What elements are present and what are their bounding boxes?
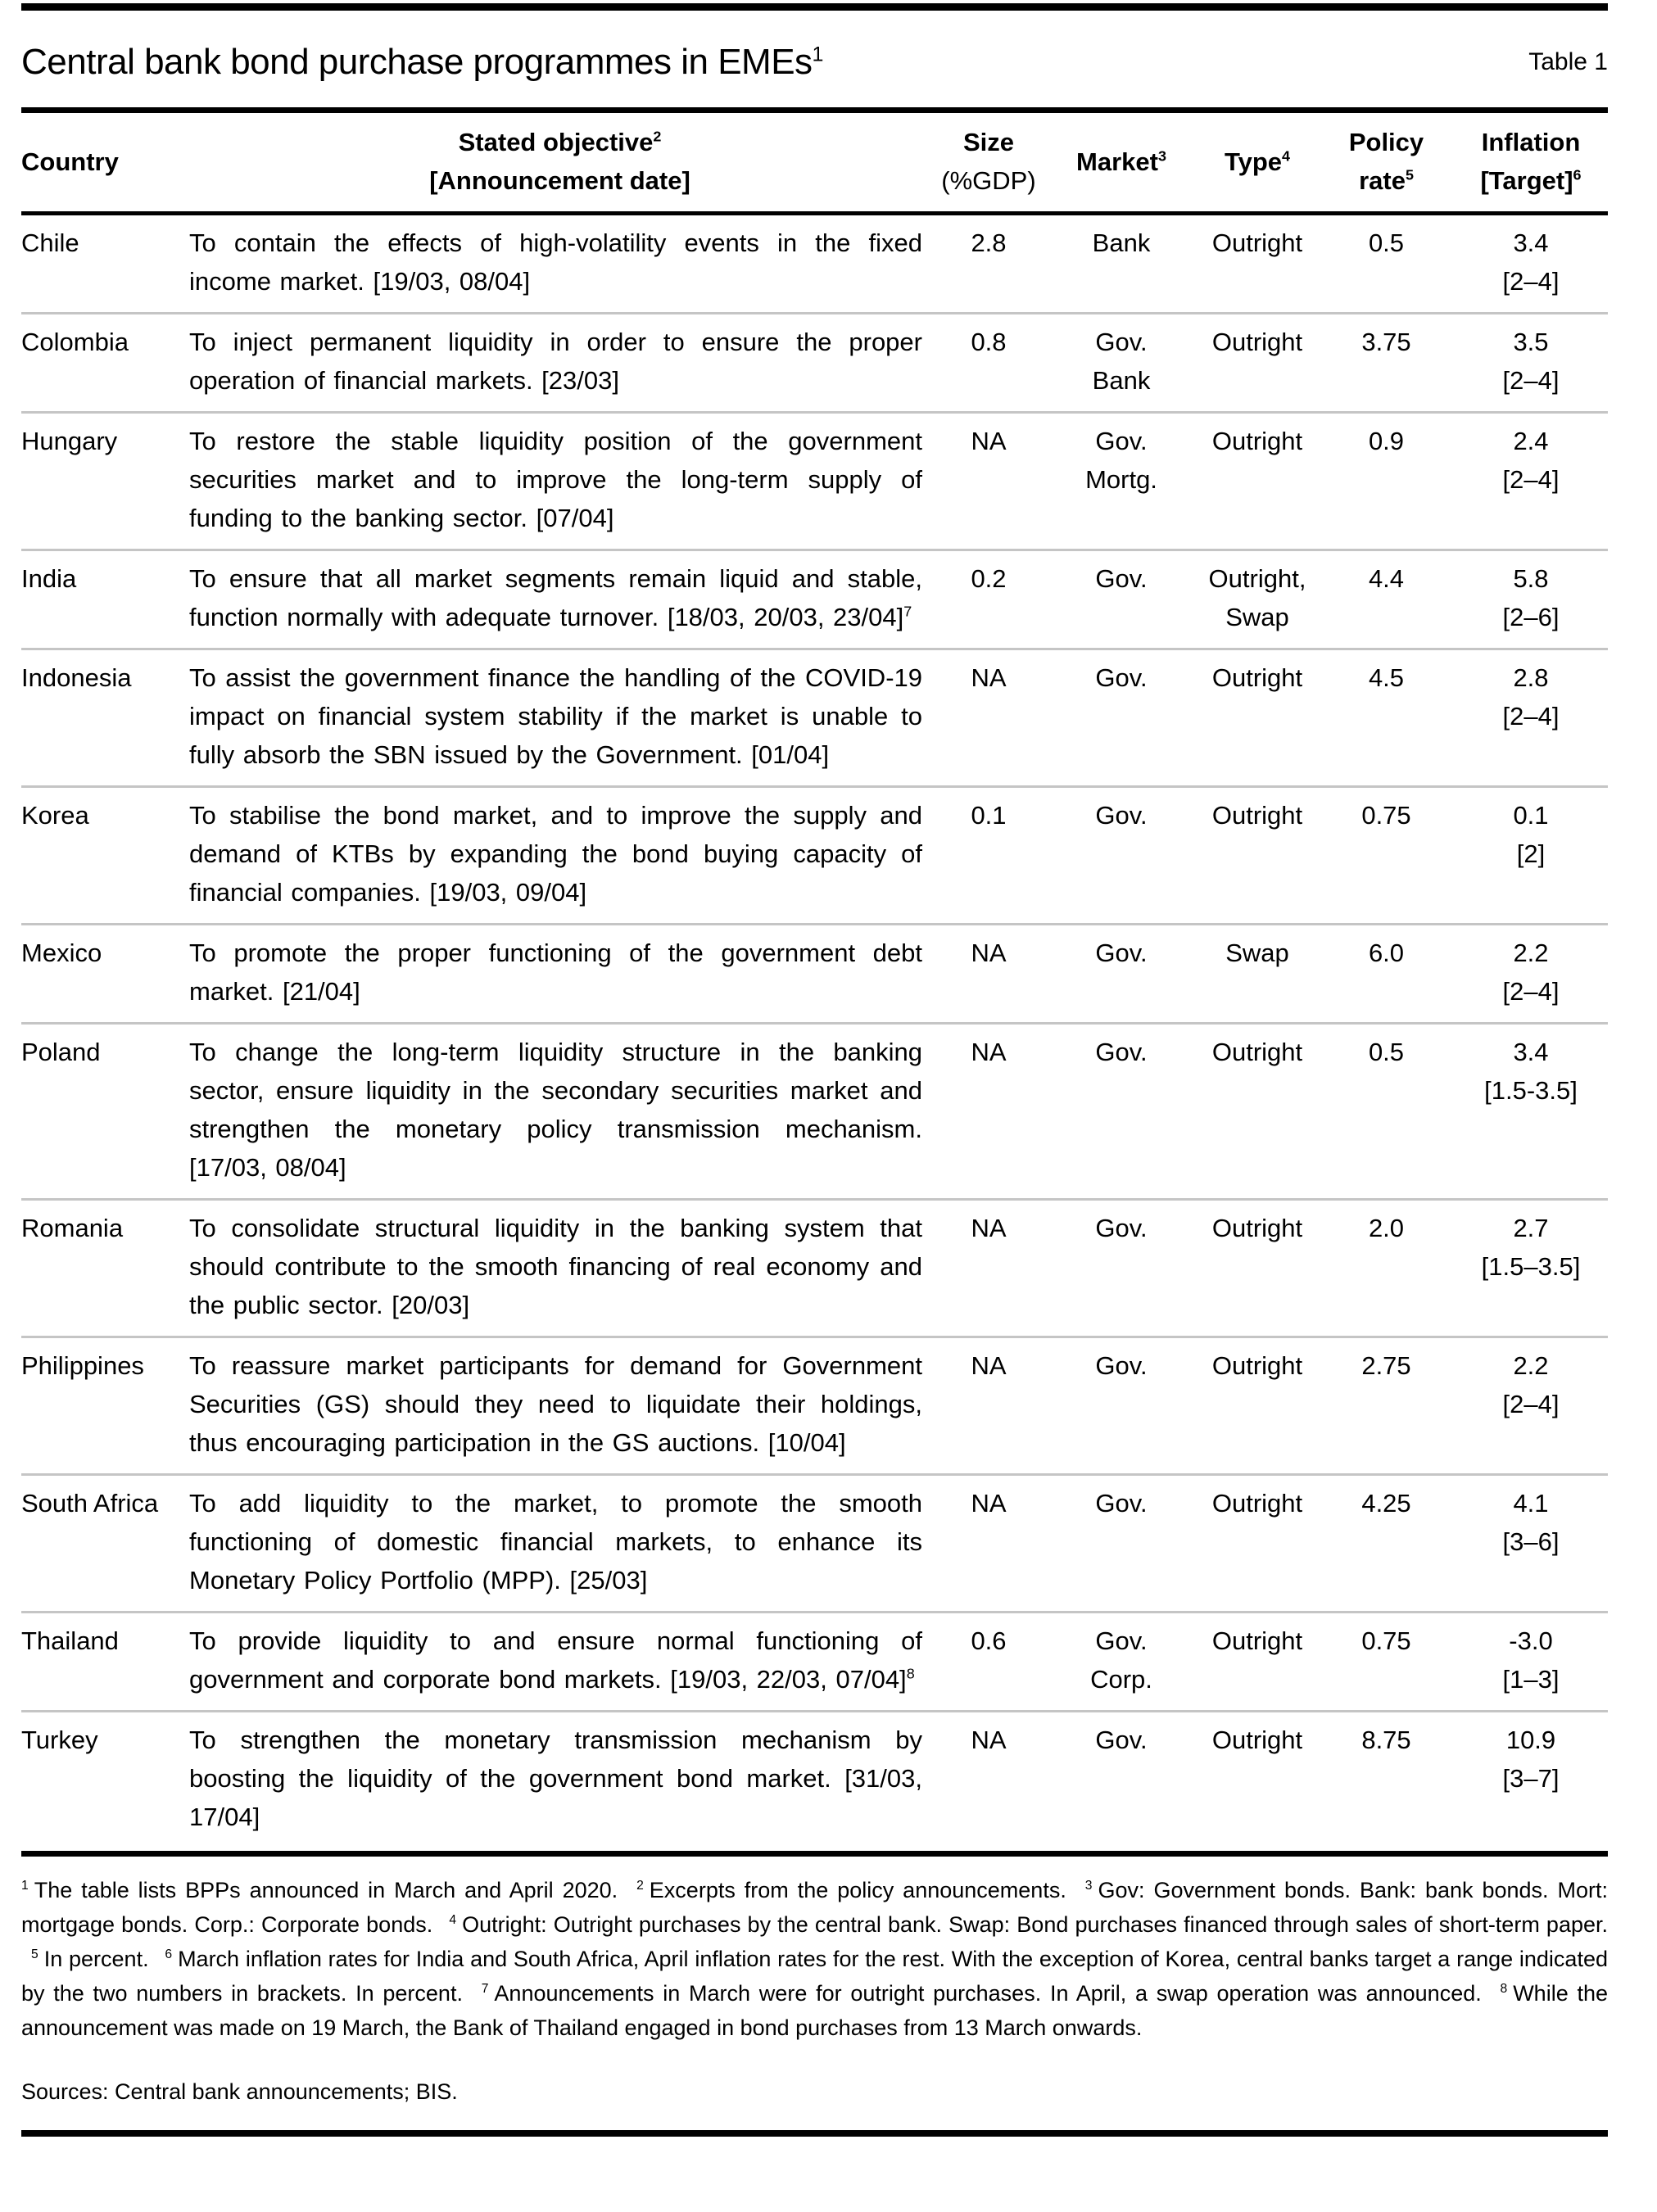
- inflation-cell: 0.1 [2]: [1454, 787, 1608, 925]
- footnote-number: 5: [31, 1947, 38, 1961]
- country-cell: Poland: [21, 1024, 189, 1200]
- country-cell: India: [21, 550, 189, 649]
- objective-cell: To ensure that all market segments remain liquid and stable, function normally with adequate turnover. [18/03, 20/03, 23/04]$^7$: [189, 550, 930, 649]
- objective-cell: To promote the proper functioning of the government debt market. [21/04]: [189, 925, 930, 1024]
- table-row: [21, 1337, 1608, 1475]
- column-header-objective: Stated objective$^2$ [Announcement date]: [189, 113, 930, 214]
- type-cell: Outright: [1196, 1613, 1319, 1712]
- bond-purchase-table: [21, 113, 1608, 1851]
- title-footnote-marker: 1: [812, 43, 823, 66]
- footnote-segment: $^2$ Excerpts from the policy announcements.: [636, 1878, 1075, 1902]
- market-cell: Gov. Mortg.: [1047, 413, 1196, 550]
- size-cell: 0.1: [930, 787, 1047, 925]
- type-cell: Outright: [1196, 413, 1319, 550]
- size-cell: 0.8: [930, 314, 1047, 413]
- column-header-policy-rate: Policy rate$^5$: [1319, 113, 1454, 214]
- table-row: [21, 1475, 1608, 1613]
- page-title: Central bank bond purchase programmes in EMEs$^1$: [21, 42, 823, 82]
- footnote-segment: $^7$ Announcements in March were for outright purchases. In April, a swap operation was announced.: [481, 1981, 1491, 2006]
- inflation-cell: 2.4 [2–4]: [1454, 413, 1608, 550]
- country-cell: Korea: [21, 787, 189, 925]
- market-footnote-marker: 3: [1157, 147, 1166, 165]
- market-cell: Gov. Bank: [1047, 314, 1196, 413]
- type-cell: Outright: [1196, 1200, 1319, 1337]
- footnote-segment: $^6$ March inflation rates for India and South Africa, April inflation rates for the rest. With the exception of Korea, central banks target a range indicated by the two numbers in brackets. In percent.: [21, 1947, 1608, 2006]
- inflation-footnote-marker: 6: [1573, 166, 1582, 183]
- table-row: [21, 1024, 1608, 1200]
- table-row: [21, 214, 1608, 314]
- objective-cell: To consolidate structural liquidity in the banking system that should contribute to the smooth financing of real economy and the public sector. [20/03]: [189, 1200, 930, 1337]
- inflation-cell: 2.8 [2–4]: [1454, 649, 1608, 787]
- footnote-number: 8: [1500, 1982, 1508, 1996]
- objective-cell: To contain the effects of high-volatility events in the fixed income market. [19/03, 08/04]: [189, 228, 922, 296]
- header-row: [21, 113, 1608, 214]
- size-cell: NA: [930, 649, 1047, 787]
- market-cell: Gov.: [1047, 1337, 1196, 1475]
- type-cell: Outright, Swap: [1196, 550, 1319, 649]
- inflation-cell: 3.5 [2–4]: [1454, 314, 1608, 413]
- market-cell: Gov. Corp.: [1047, 1613, 1196, 1712]
- policy-rate-cell: 4.4: [1319, 550, 1454, 649]
- market-cell: Gov.: [1047, 1475, 1196, 1613]
- type-cell: Outright: [1196, 787, 1319, 925]
- column-header-market: Market$^3$: [1047, 113, 1196, 214]
- objective-cell: To strengthen the monetary transmission mechanism by boosting the liquidity of the government bond market. [31/03, 17/04]: [189, 1712, 930, 1852]
- objective-footnote-marker: 8: [906, 1665, 915, 1682]
- column-header-country: Country: [21, 113, 189, 214]
- objective-footnote-marker: 7: [903, 603, 912, 620]
- size-cell: NA: [930, 1200, 1047, 1337]
- country-cell: Philippines: [21, 1337, 189, 1475]
- policy-rate-cell: 0.5: [1368, 228, 1405, 257]
- inflation-cell: 3.4 [1.5-3.5]: [1454, 1024, 1608, 1200]
- objective-cell: To stabilise the bond market, and to improve the supply and demand of KTBs by expanding the bond buying capacity of financial companies. [19/03, 09/04]: [189, 787, 930, 925]
- size-cell: NA: [930, 1475, 1047, 1613]
- footnote-number: 3: [1084, 1879, 1093, 1893]
- country-cell: Turkey: [21, 1712, 189, 1852]
- market-cell: Gov.: [1047, 1024, 1196, 1200]
- table-row: [21, 649, 1608, 787]
- market-cell: Gov.: [1047, 550, 1196, 649]
- type-cell: Outright: [1196, 1475, 1319, 1613]
- table-row: [21, 787, 1608, 925]
- objective-cell: To add liquidity to the market, to promote the smooth functioning of domestic financial markets, to enhance its Monetary Policy Portfolio (MPP). [25/03]: [189, 1475, 930, 1613]
- inflation-cell: 3.4 [2–4]: [1502, 228, 1560, 296]
- market-cell: Gov.: [1047, 925, 1196, 1024]
- column-header-size: Size (%GDP): [930, 113, 1047, 214]
- country-cell: Chile: [21, 228, 79, 257]
- type-cell: Outright: [1196, 1024, 1319, 1200]
- objective-cell: To assist the government finance the handling of the COVID-19 impact on financial system stability if the market is unable to fully absorb the SBN issued by the Government. [01/04]: [189, 649, 930, 787]
- inflation-cell: 2.2 [2–4]: [1454, 925, 1608, 1024]
- inflation-cell: 2.7 [1.5–3.5]: [1454, 1200, 1608, 1337]
- table-row: [21, 413, 1608, 550]
- title-row: [21, 42, 1608, 83]
- table-bottom-rule: [21, 1851, 1608, 1857]
- type-footnote-marker: 4: [1282, 147, 1291, 165]
- size-cell: 0.6: [930, 1613, 1047, 1712]
- inflation-cell: 2.2 [2–4]: [1454, 1337, 1608, 1475]
- market-cell: Gov.: [1047, 1200, 1196, 1337]
- table-row: [21, 550, 1608, 649]
- table-row: [21, 1200, 1608, 1337]
- type-cell: Outright: [1196, 1712, 1319, 1852]
- policy-rate-cell: 2.0: [1319, 1200, 1454, 1337]
- country-cell: Mexico: [21, 925, 189, 1024]
- policy-rate-cell: 0.75: [1319, 1613, 1454, 1712]
- footnote-number: 7: [481, 1982, 489, 1996]
- policy-rate-cell: 8.75: [1319, 1712, 1454, 1852]
- footnote-segment: $^3$ Gov: Government bonds. Bank: bank bonds. Mort: mortgage bonds. Corp.: Corporate bonds.: [21, 1878, 1608, 1937]
- column-header-type: Type$^4$: [1196, 113, 1319, 214]
- footnote-segment: $^5$ In percent.: [31, 1947, 156, 1971]
- market-cell: Bank: [1092, 228, 1151, 257]
- objective-cell: To change the long-term liquidity structure in the banking sector, ensure liquidity in the secondary securities market and strengthen the monetary policy transmission mechanism. [17/03, 08/04]: [189, 1024, 930, 1200]
- policy-rate-cell: 0.5: [1319, 1024, 1454, 1200]
- header-top-rule: [21, 107, 1608, 113]
- size-cell: 2.8: [971, 228, 1007, 257]
- size-cell: 0.2: [930, 550, 1047, 649]
- market-cell: Gov.: [1047, 649, 1196, 787]
- policy-rate-cell: 2.75: [1319, 1337, 1454, 1475]
- policy-footnote-marker: 5: [1405, 166, 1414, 183]
- country-cell: Thailand: [21, 1613, 189, 1712]
- objective-footnote-marker: 2: [653, 128, 662, 145]
- top-rule: [21, 3, 1608, 11]
- footnote-segment: $^4$ Outright: Outright purchases by the central bank. Swap: Bond purchases financed through sales of short-term paper.: [449, 1912, 1608, 1937]
- market-cell: Gov.: [1047, 1712, 1196, 1852]
- policy-rate-cell: 4.5: [1319, 649, 1454, 787]
- country-cell: Colombia: [21, 314, 189, 413]
- table-row: [21, 314, 1608, 413]
- objective-cell: To inject permanent liquidity in order to ensure the proper operation of financial markets. [23/03]: [189, 314, 930, 413]
- type-cell: Outright: [1211, 228, 1303, 257]
- policy-rate-cell: 0.75: [1319, 787, 1454, 925]
- country-cell: Romania: [21, 1200, 189, 1337]
- type-cell: Outright: [1196, 1337, 1319, 1475]
- table-row: [21, 1613, 1608, 1712]
- footnotes: [21, 1873, 1608, 2045]
- table-row: [21, 1712, 1608, 1852]
- market-cell: Gov.: [1047, 787, 1196, 925]
- policy-rate-cell: 4.25: [1319, 1475, 1454, 1613]
- size-cell: NA: [930, 1337, 1047, 1475]
- objective-cell: To provide liquidity to and ensure normal functioning of government and corporate bond markets. [19/03, 22/03, 07/04]$^8$: [189, 1613, 930, 1712]
- inflation-cell: 10.9 [3–7]: [1454, 1712, 1608, 1852]
- country-cell: South Africa: [21, 1475, 189, 1613]
- inflation-cell: -3.0 [1–3]: [1454, 1613, 1608, 1712]
- objective-cell: To reassure market participants for demand for Government Securities (GS) should they need to liquidate their holdings, thus encouraging participation in the GS auctions. [10/04]: [189, 1337, 930, 1475]
- country-cell: Indonesia: [21, 649, 189, 787]
- footnote-number: 6: [165, 1947, 173, 1961]
- size-cell: NA: [930, 925, 1047, 1024]
- type-cell: Outright: [1196, 314, 1319, 413]
- type-cell: Swap: [1196, 925, 1319, 1024]
- table-number-label: Table 1: [1528, 48, 1608, 75]
- country-cell: Hungary: [21, 413, 189, 550]
- type-cell: Outright: [1196, 649, 1319, 787]
- policy-rate-cell: 0.9: [1319, 413, 1454, 550]
- footnote-segment: $^8$ While the announcement was made on 19 March, the Bank of Thailand engaged in bond purchases from 13 March onwards.: [21, 1981, 1608, 2040]
- footnote-number: 2: [636, 1879, 644, 1893]
- table-row: [21, 925, 1608, 1024]
- policy-rate-cell: 6.0: [1319, 925, 1454, 1024]
- footnote-segment: $^1$ The table lists BPPs announced in March and April 2020.: [21, 1878, 627, 1902]
- bottom-rule: [21, 2130, 1608, 2137]
- inflation-cell: 4.1 [3–6]: [1454, 1475, 1608, 1613]
- footnote-number: 1: [21, 1879, 29, 1893]
- size-cell: NA: [930, 1712, 1047, 1852]
- sources-line: Sources: Central bank announcements; BIS.: [21, 2079, 458, 2104]
- size-cell: NA: [930, 1024, 1047, 1200]
- objective-cell: To restore the stable liquidity position of the government securities market and to improve the long-term supply of funding to the banking sector. [07/04]: [189, 413, 930, 550]
- size-cell: NA: [930, 413, 1047, 550]
- policy-rate-cell: 3.75: [1319, 314, 1454, 413]
- column-header-inflation: Inflation [Target]$^6$: [1454, 113, 1608, 214]
- inflation-cell: 5.8 [2–6]: [1454, 550, 1608, 649]
- footnote-number: 4: [449, 1913, 457, 1927]
